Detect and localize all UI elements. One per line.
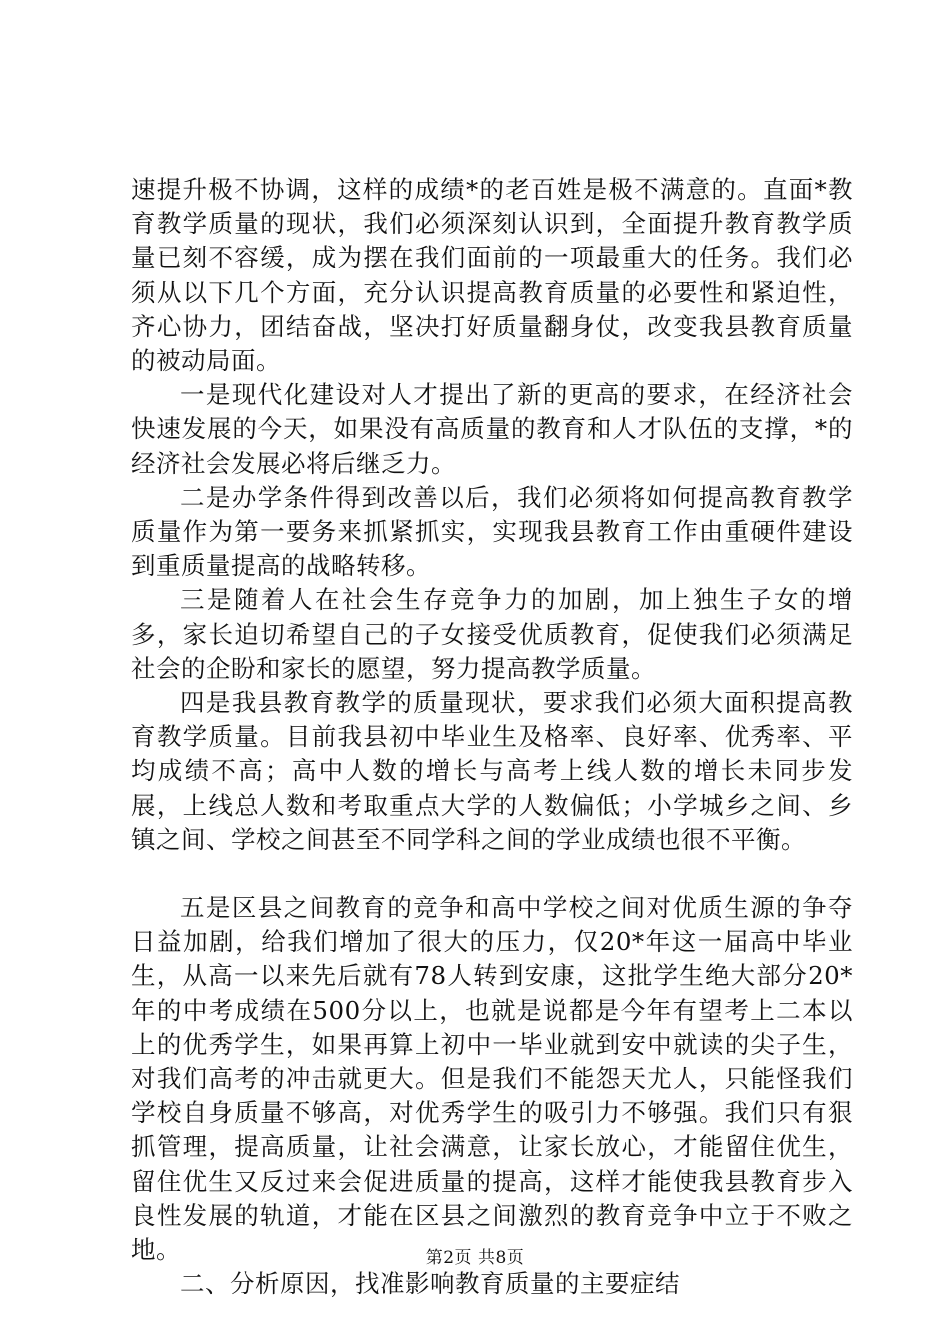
paragraph-point-four: 四是我县教育教学的质量现状，要求我们必须大面积提高教育教学质量。目前我县初中毕业生及格率、良好率、优秀率、平均成绩不高；高中人数的增长与高考上线人数的增长未同步发展，上线总人数和考取重点大学的人数偏低；小学城乡之间、乡镇之间、学校之间甚至不同学科之间的学业成绩也很不平衡。 <box>131 688 853 854</box>
paragraph-continuation: 速提升极不协调，这样的成绩*的老百姓是极不满意的。直面*教育教学质量的现状，我们必须深刻认识到，全面提升教育教学质量已刻不容缓，成为摆在我们面前的一项最重大的任务。我们必须从以下几个方面，充分认识提高教育质量的必要性和紧迫性，齐心协力，团结奋战，坚决打好质量翻身仗，改变我县教育质量的被动局面。 <box>131 175 853 376</box>
paragraph-point-two: 二是办学条件得到改善以后，我们必须将如何提高教育教学质量作为第一要务来抓紧抓实，实现我县教育工作由重硬件建设到重质量提高的战略转移。 <box>131 482 853 581</box>
section-heading: 二、分析原因，找准影响教育质量的主要症结 <box>180 1269 680 1299</box>
page-footer <box>0 1247 950 1269</box>
paragraph-point-three: 三是随着人在社会生存竞争力的加剧，加上独生子女的增多，家长迫切希望自己的子女接受优质教育，促使我们必须满足社会的企盼和家长的愿望，努力提高教学质量。 <box>131 585 853 683</box>
document-body <box>131 173 853 1302</box>
paragraph-point-one: 一是现代化建设对人才提出了新的更高的要求，在经济社会快速发展的今天，如果没有高质量的教育和人才队伍的支撑，*的经济社会发展必将后继乏力。 <box>131 380 853 478</box>
paragraph-point-five: 五是区县之间教育的竞争和高中学校之间对优质生源的争夺日益加剧，给我们增加了很大的压力，仅20*年这一届高中毕业生，从高一以来先后就有78人转到安康，这批学生绝大部分20*年的中考成绩在500分以上，也就是说都是今年有望考上二本以上的优秀学生，如果再算上初中一毕业就到安中就读的尖子生，对我们高考的冲击就更大。但是我们不能怨天尤人，只能怪我们学校自身质量不够高，对优秀学生的吸引力不够强。我们只有狠抓管理，提高质量，让社会满意，让家长放心，才能留住优生，留住优生又反过来会促进质量的提高，这样才能使我县教育步入良性发展的轨道，才能在区县之间激烈的教育竞争中立于不败之地。 <box>131 893 853 1265</box>
page-number: 第2页 共8页 <box>425 1248 525 1268</box>
